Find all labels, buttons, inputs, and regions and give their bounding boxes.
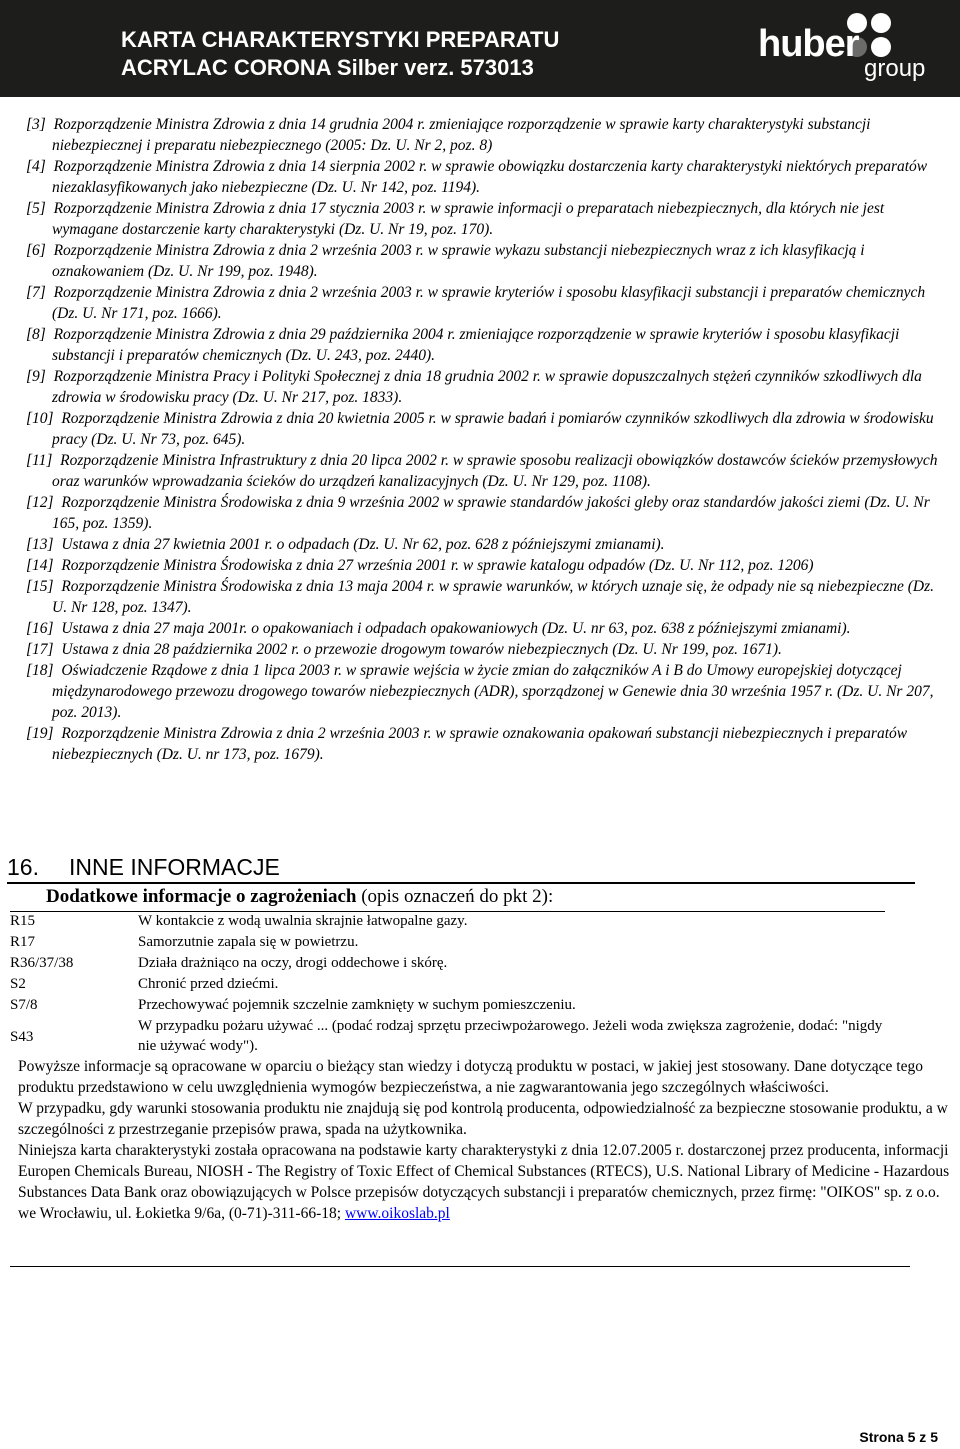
risk-code: S7/8	[10, 997, 38, 1013]
reference-number: [9]	[26, 368, 46, 385]
section-number: 16.	[7, 854, 39, 880]
reference-item	[26, 282, 940, 324]
reference-item	[26, 639, 940, 660]
reference-text: Rozporządzenie Ministra Zdrowia z dnia 14 grudnia 2004 r. zmieniające rozporządzenie w sprawie karty charakterystyki substancji niebezpiecznej i preparatu niebezpiecznego (2005: Dz. U. Nr 2, poz. 8)	[52, 116, 871, 154]
reference-number: [3]	[26, 116, 46, 133]
reference-item	[26, 660, 940, 723]
reference-item	[26, 555, 940, 576]
reference-number: [8]	[26, 326, 46, 343]
risk-text: Samorzutnie zapala się w powietrzu.	[138, 934, 359, 950]
huber-group-logo	[758, 6, 928, 92]
reference-number: [16]	[26, 620, 54, 637]
info-paragraph: W przypadku, gdy warunki stosowania produktu nie znajdują się pod kontrolą producenta, odpowiedzialność za bezpieczne stosowanie produktu, a w szczególności z przestrzeganie przepisów prawa, spada na użytkownika.	[18, 1100, 948, 1138]
references-list	[26, 114, 940, 765]
reference-item	[26, 198, 940, 240]
document-title	[121, 26, 559, 82]
reference-number: [12]	[26, 494, 54, 511]
reference-text: Rozporządzenie Ministra Zdrowia z dnia 2 września 2003 r. w sprawie kryteriów i sposobu klasyfikacji substancji i preparatów chemicznych (Dz. U. Nr 171, poz. 1666).	[52, 284, 926, 322]
reference-text: Oświadczenie Rządowe z dnia 1 lipca 2003 r. w sprawie wejścia w życie zmian do załączników A i B do Umowy europejskiej dotyczącej międzynarodowego przewozu drogowego towarów niebezpiecznych (ADR), sporządzonej w Genewie dnia 30 września 1957 r. (Dz. U. Nr 207, poz. 2013).	[52, 662, 934, 721]
reference-number: [10]	[26, 410, 54, 427]
document-title-line1: KARTA CHARAKTERYSTYKI PREPARATU	[121, 27, 560, 52]
reference-number: [17]	[26, 641, 54, 658]
reference-text: Rozporządzenie Ministra Infrastruktury z dnia 20 lipca 2002 r. w sprawie sposobu realizacji obowiązków dostawców ścieków przemysłowych oraz warunków wprowadzania ścieków do urządzeń kanalizacyjnych (Dz. U. Nr 129, poz. 1108).	[52, 452, 938, 490]
section-title: INNE INFORMACJE	[69, 854, 280, 880]
reference-number: [4]	[26, 158, 46, 175]
reference-number: [13]	[26, 536, 54, 553]
risk-code: R36/37/38	[10, 955, 74, 971]
risk-text: Przechowywać pojemnik szczelnie zamknięty w suchym pomieszczeniu.	[138, 997, 576, 1013]
reference-item	[26, 618, 940, 639]
reference-text: Rozporządzenie Ministra Zdrowia z dnia 29 października 2004 r. zmieniające rozporządzenie w sprawie kryteriów i sposobu klasyfikacji substancji i preparatów chemicznych (Dz. U. 243, poz. 2440).	[52, 326, 900, 364]
reference-text: Rozporządzenie Ministra Zdrowia z dnia 20 kwietnia 2005 r. w sprawie badań i pomiarów czynników szkodliwych dla zdrowia w środowisku pracy (Dz. U. Nr 73, poz. 645).	[52, 410, 934, 448]
reference-number: [19]	[26, 725, 54, 742]
info-paragraph	[18, 1140, 958, 1224]
reference-text: Rozporządzenie Ministra Środowiska z dnia 27 września 2001 r. w sprawie katalogu odpadów (Dz. U. Nr 112, poz. 1206)	[61, 557, 814, 574]
info-paragraph-text: Niniejsza karta charakterystyki została opracowana na podstawie karty charakterystyki z dnia 12.07.2005 r. dostarczonej przez producenta, informacji Europen Chemicals Bureau, NIOSH - The Registry of Toxic Effect of Chemical Substances (RTECS), U.S. National Library of Medicine - Hazardous Substances Data Bank oraz obowiązujących w Polsce przepisów dotyczących substancji i preparatów chemicznych, przez firmę: "OIKOS" sp. z o.o. we Wrocławiu, ul. Łokietka 9/6a, (0-71)-311-66-18;	[18, 1142, 950, 1222]
reference-item	[26, 534, 940, 555]
reference-text: Rozporządzenie Ministra Zdrowia z dnia 17 stycznia 2003 r. w sprawie informacji o preparatach niebezpiecznych, dla których nie jest wymagane dostarczenie karty charakterystyki (Dz. U. Nr 19, poz. 170).	[52, 200, 885, 238]
reference-text: Ustawa z dnia 28 października 2002 r. o przewozie drogowym towarów niebezpiecznych (Dz. U. Nr 199, poz. 1671).	[61, 641, 782, 658]
reference-item	[26, 492, 940, 534]
reference-number: [7]	[26, 284, 46, 301]
divider	[10, 1266, 910, 1267]
reference-item	[26, 576, 940, 618]
reference-number: [18]	[26, 662, 54, 679]
reference-text: Rozporządzenie Ministra Środowiska z dnia 9 września 2002 w sprawie standardów jakości gleby oraz standardów jakości ziemi (Dz. U. Nr 165, poz. 1359).	[52, 494, 930, 532]
document-title-line2: ACRYLAC CORONA Silber verz. 573013	[121, 55, 534, 80]
risk-code: S43	[10, 1029, 34, 1045]
risk-code: R15	[10, 913, 36, 929]
reference-item	[26, 240, 940, 282]
reference-text: Rozporządzenie Ministra Zdrowia z dnia 2 września 2003 r. w sprawie wykazu substancji niebezpiecznych wraz z ich klasyfikacją i oznakowaniem (Dz. U. Nr 199, poz. 1948).	[52, 242, 865, 280]
page-header	[0, 0, 960, 97]
subsection-title-rest: (opis oznaczeń do pkt 2):	[356, 886, 554, 907]
website-link[interactable]: www.oikoslab.pl	[344, 1205, 450, 1222]
reference-number: [5]	[26, 200, 46, 217]
risk-text: W kontakcie z wodą uwalnia skrajnie łatwopalne gazy.	[138, 913, 468, 929]
info-paragraph: Powyższe informacje są opracowane w oparciu o bieżący stan wiedzy i dotyczą produktu w postaci, w jakiej jest stosowany. Dane dotyczące tego produktu przedstawiono w celu uwzględnienia wymogów bezpieczeństwa, a nie zagwarantowania jego szczególnych właściwości.	[18, 1058, 923, 1096]
logo-subtitle: group	[864, 55, 926, 82]
reference-item	[26, 366, 940, 408]
risk-text: W przypadku pożaru używać ... (podać rodzaj sprzętu przeciwpożarowego. Jeżeli woda zwiększa zagrożenie, dodać: "nigdy nie używać wody").	[138, 1018, 883, 1054]
reference-text: Ustawa z dnia 27 maja 2001r. o opakowaniach i odpadach opakowaniowych (Dz. U. nr 63, poz. 638 z późniejszymi zmianami).	[61, 620, 851, 637]
page-number: Strona 5 z 5	[859, 1429, 938, 1445]
reference-item	[26, 408, 940, 450]
reference-text: Rozporządzenie Ministra Zdrowia z dnia 14 sierpnia 2002 r. w sprawie obowiązku dostarczenia karty charakterystyki niektórych preparatów niezaklasyfikowanych jako niebezpieczne (Dz. U. Nr 142, poz. 1194).	[52, 158, 928, 196]
reference-text: Rozporządzenie Ministra Zdrowia z dnia 2 września 2003 r. w sprawie oznakowania opakowań substancji niebezpiecznych i preparatów niebezpiecznych (Dz. U. nr 173, poz. 1679).	[52, 725, 908, 763]
logo-wordmark: huber	[758, 23, 859, 65]
reference-item	[26, 324, 940, 366]
reference-number: [15]	[26, 578, 54, 595]
section-heading	[7, 852, 915, 884]
reference-item	[26, 723, 940, 765]
risk-text: Działa drażniąco na oczy, drogi oddechowe i skórę.	[138, 955, 448, 971]
reference-number: [6]	[26, 242, 46, 259]
reference-text: Ustawa z dnia 27 kwietnia 2001 r. o odpadach (Dz. U. Nr 62, poz. 628 z późniejszymi zmianami).	[61, 536, 665, 553]
subsection-title-bold: Dodatkowe informacje o zagrożeniach	[46, 886, 357, 907]
reference-item	[26, 114, 940, 156]
risk-code: R17	[10, 934, 36, 950]
risk-text: Chronić przed dziećmi.	[138, 976, 279, 992]
subsection-heading	[10, 883, 885, 912]
reference-item	[26, 156, 940, 198]
reference-text: Rozporządzenie Ministra Pracy i Polityki Społecznej z dnia 18 grudnia 2002 r. w sprawie dopuszczalnych stężeń czynników szkodliwych dla zdrowia w środowisku pracy (Dz. U. Nr 217, poz. 1833).	[52, 368, 922, 406]
risk-code: S2	[10, 976, 26, 992]
reference-text: Rozporządzenie Ministra Środowiska z dnia 13 maja 2004 r. w sprawie warunków, w których uznaje się, że odpady nie są niebezpieczne (Dz. U. Nr 128, poz. 1347).	[52, 578, 935, 616]
reference-number: [11]	[26, 452, 53, 469]
reference-item	[26, 450, 940, 492]
reference-number: [14]	[26, 557, 54, 574]
additional-information	[18, 1056, 958, 1224]
